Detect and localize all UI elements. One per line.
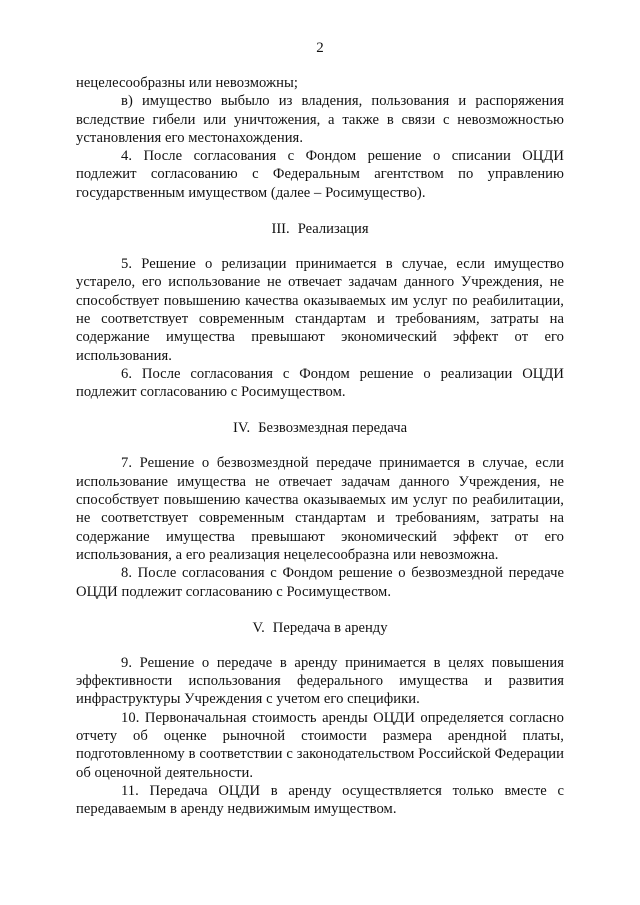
- page-number: 2: [316, 40, 324, 56]
- paragraph-4: 4. После согласования с Фондом решение о списании ОЦДИ подлежит согласованию с Федеральным агентством по управлению государственным имуществом (далее – Росимущество).: [76, 148, 564, 201]
- section-number: IV.: [232, 420, 251, 437]
- section-heading-5: [76, 619, 564, 637]
- paragraph-7: 7. Решение о безвозмездной передаче принимается в случае, если использование имущества не отвечает задачам данного Учреждения, не способствует повышению качества оказываемых им услуг по реабилитации, не соответствует современным стандартам и требованиям, затраты на содержание имущества превышают экономический эффект от его использования, а его реализация нецелесообразна или невозможна.: [76, 455, 564, 563]
- section-title: Безвозмездная передача: [258, 420, 408, 437]
- document-body: [76, 74, 564, 819]
- section-number: V.: [252, 619, 265, 636]
- paragraph-11: 11. Передача ОЦДИ в аренду осуществляется только вместе с передаваемым в аренду недвижимым имуществом.: [76, 782, 564, 818]
- paragraph-9: 9. Решение о передаче в аренду принимается в целях повышения эффективности использования федерального имущества и развития инфраструктуры Учреждения с учетом его специфики.: [76, 654, 564, 708]
- paragraph-6: 6. После согласования с Фондом решение о реализации ОЦДИ подлежит согласованию с Росимуществом.: [76, 365, 564, 401]
- paragraph-item-v: в) имущество выбыло из владения, пользования и распоряжения вследствие гибели или уничтожения, а также в связи с невозможностью установления его местонахождения.: [76, 93, 564, 146]
- section-heading-4: [76, 419, 564, 437]
- section-number: III.: [271, 221, 290, 238]
- paragraph-5: 5. Решение о релизации принимается в случае, если имущество устарело, его использование не отвечает задачам данного Учреждения, не способствует повышению качества оказываемых им услуг по реабилитации, не соответствует современным стандартам и требованиям, затраты на содержание имущества превышают экономический эффект от его использования.: [76, 256, 564, 364]
- paragraph-continuation: нецелесообразны или невозможны;: [76, 75, 298, 91]
- section-title: Реализация: [297, 221, 369, 238]
- paragraph-8: 8. После согласования с Фондом решение о безвозмездной передаче ОЦДИ подлежит согласованию с Росимуществом.: [76, 565, 564, 600]
- section-title: Передача в аренду: [272, 619, 388, 636]
- paragraph-10: 10. Первоначальная стоимость аренды ОЦДИ определяется согласно отчету об оценке рыночной стоимости размера арендной платы, подготовленному в соответствии с законодательством Российской Федерации об оценочной деятельности.: [76, 709, 564, 781]
- section-heading-3: [76, 220, 564, 238]
